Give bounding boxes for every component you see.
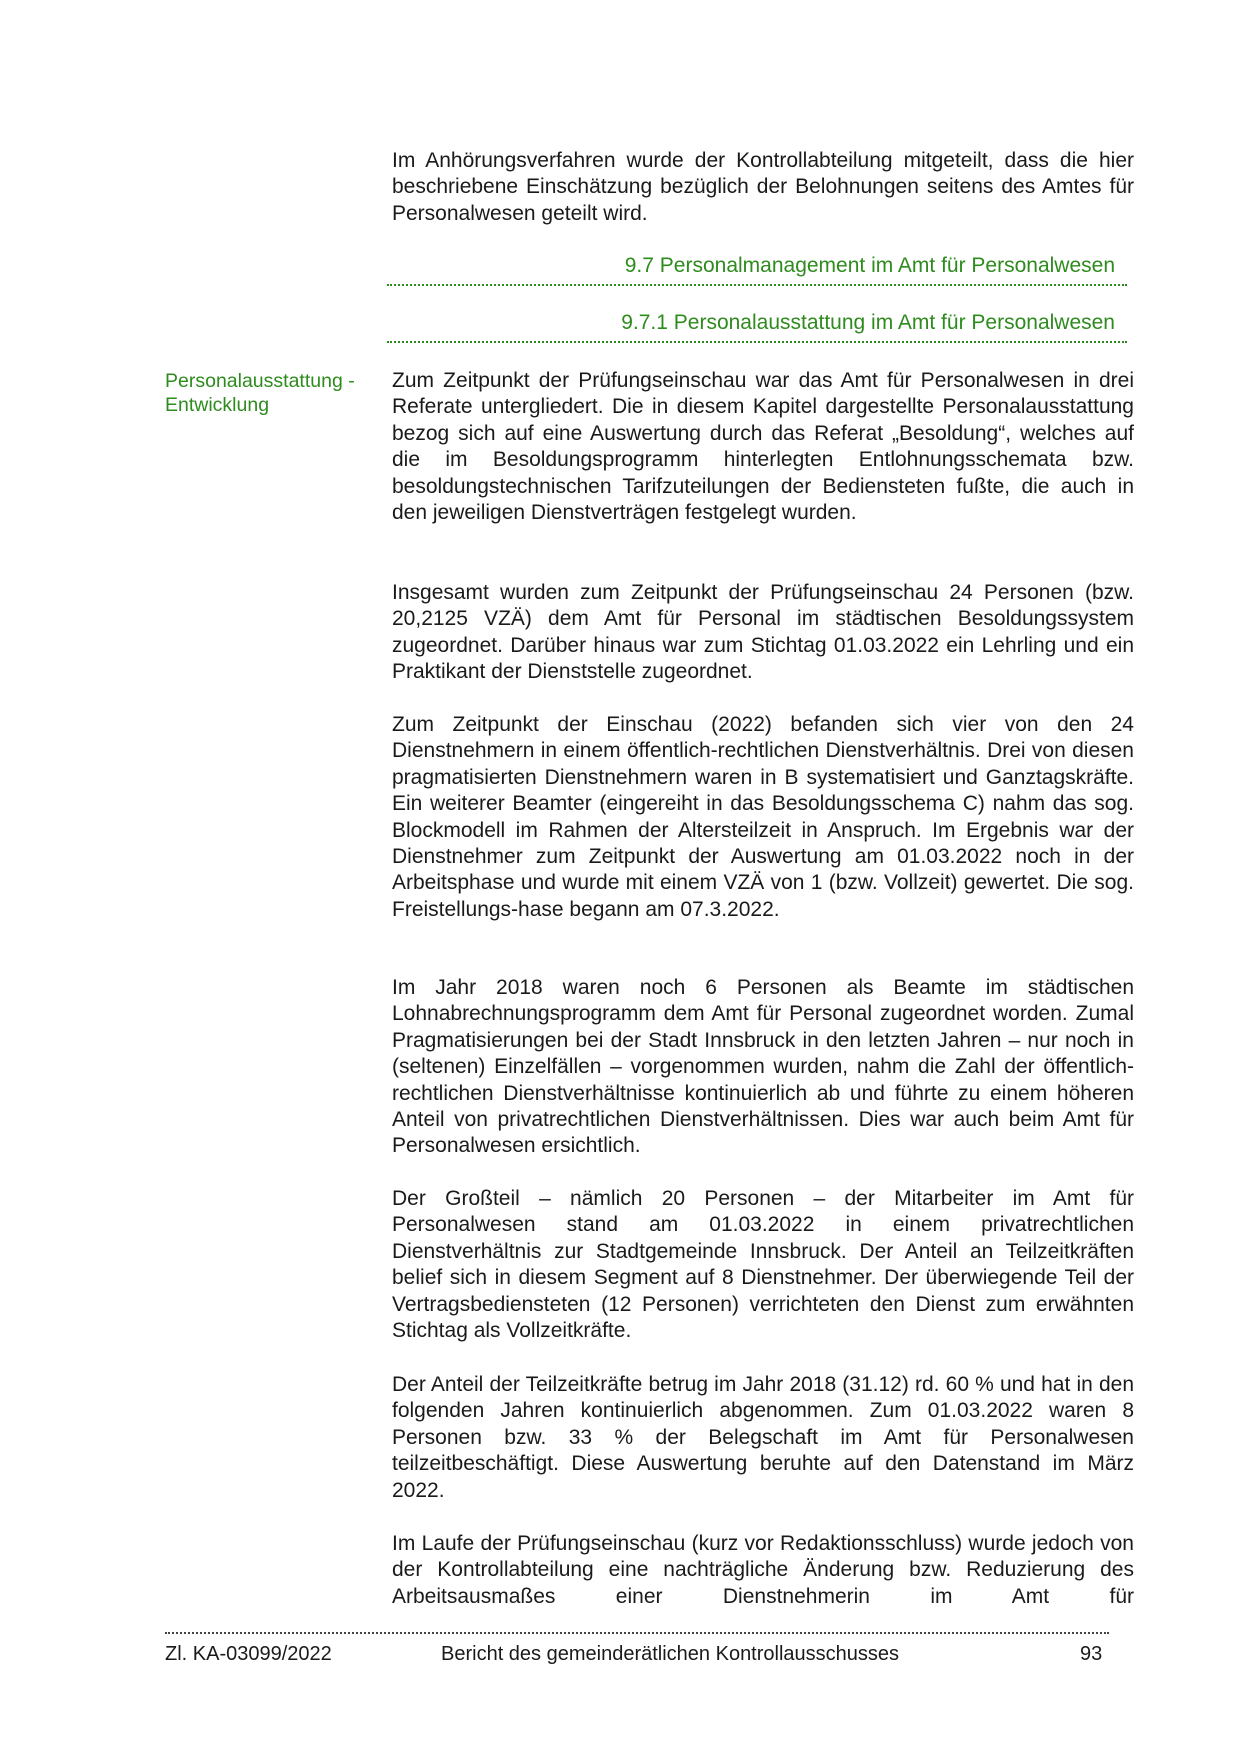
paragraph-1: Zum Zeitpunkt der Prüfungseinschau war das Amt für Personalwesen in drei Referate untergliedert. Die in diesem Kapitel dargestellte Personalausstattung bezog sich auf eine Auswertung durch das Referat „Besoldung“, welches auf die im Besoldungsprogramm hinterlegten Entlohnungsschemata bzw. besoldungstechnischen Tarifzuteilungen der Bediensteten fußte, die auch in den jeweiligen Dienstverträgen festgelegt wurden. [392, 369, 1134, 525]
margin-note-line-2: Entwicklung [165, 394, 270, 416]
margin-note-line-1: Personalausstattung - [165, 370, 355, 392]
footer-title: Bericht des gemeinderätlichen Kontrollausschusses [441, 1643, 900, 1665]
page-number: 93 [1080, 1643, 1103, 1665]
paragraph-7: Im Laufe der Prüfungseinschau (kurz vor Redaktionsschluss) wurde jedoch von der Kontrollabteilung eine nachträgliche Änderung bzw. Reduzierung des Arbeitsausmaßes einer Dienstnehmerin im Amt für [392, 1532, 1134, 1608]
paragraph-2: Insgesamt wurden zum Zeitpunkt der Prüfungseinschau 24 Personen (bzw. 20,2125 VZÄ) dem Amt für Personal im städtischen Besoldungssystem zugeordnet. Darüber hinaus war zum Stichtag 01.03.2022 ein Lehrling und ein Praktikant der Dienststelle zugeordnet. [392, 581, 1134, 684]
paragraph-4: Im Jahr 2018 waren noch 6 Personen als Beamte im städtischen Lohnabrechnungsprogramm dem Amt für Personal zugeordnet worden. Zumal Pragmatisierungen bei der Stadt Innsbruck in den letzten Jahren – nur noch in (seltenen) Einzelfällen – vorgenommen wurden, nahm die Zahl der öffentlich-rechtlichen Dienstverhältnisse kontinuierlich ab und führte zu einem höheren Anteil von privatrechtlichen Dienstverhältnissen. Dies war auch beim Amt für Personalwesen ersichtlich. [392, 976, 1134, 1158]
margin-note [165, 369, 380, 417]
section-heading-rule [387, 284, 1127, 286]
paragraph-3: Zum Zeitpunkt der Einschau (2022) befanden sich vier von den 24 Dienstnehmern in einem öffentlich-rechtlichen Dienstverhältnis. Drei von diesen pragmatisierten Dienstnehmern waren in B systematisiert und Ganztagskräfte. Ein weiterer Beamter (eingereiht in das Besoldungsschema C) nahm das sog. Blockmodell im Rahmen der Altersteilzeit in Anspruch. Im Ergebnis war der Dienstnehmer zum Zeitpunkt der Auswertung am 01.03.2022 noch in der Arbeitsphase und wurde mit einem VZÄ von 1 (bzw. Vollzeit) gewertet. Die sog. Freistellungs-hase begann am 07.3.2022. [392, 713, 1134, 921]
subsection-heading-rule [387, 341, 1127, 343]
paragraph-5: Der Großteil – nämlich 20 Personen – der Mitarbeiter im Amt für Personalwesen stand am 01.03.2022 in einem privatrechtlichen Dienstverhältnis zur Stadtgemeinde Innsbruck. Der Anteil an Teilzeitkräften belief sich in diesem Segment auf 8 Dienstnehmer. Der überwiegende Teil der Vertragsbediensteten (12 Personen) verrichteten den Dienst zum erwähnten Stichtag als Vollzeitkräfte. [392, 1187, 1134, 1343]
subsection-heading: 9.7.1 Personalausstattung im Amt für Personalwesen [621, 311, 1115, 334]
section-heading: 9.7 Personalmanagement im Amt für Personalwesen [624, 254, 1115, 277]
footer-reference: Zl. KA-03099/2022 [165, 1643, 332, 1665]
intro-paragraph: Im Anhörungsverfahren wurde der Kontrollabteilung mitgeteilt, dass die hier beschriebene Einschätzung bezüglich der Belohnungen seitens des Amtes für Personalwesen geteilt wird. [392, 149, 1134, 225]
paragraph-6: Der Anteil der Teilzeitkräfte betrug im Jahr 2018 (31.12) rd. 60 % und hat in den folgenden Jahren kontinuierlich abgenommen. Zum 01.03.2022 waren 8 Personen bzw. 33 % der Belegschaft im Amt für Personalwesen teilzeitbeschäftigt. Diese Auswertung beruhte auf den Datenstand im März 2022. [392, 1373, 1134, 1502]
footer-rule [165, 1632, 1109, 1634]
